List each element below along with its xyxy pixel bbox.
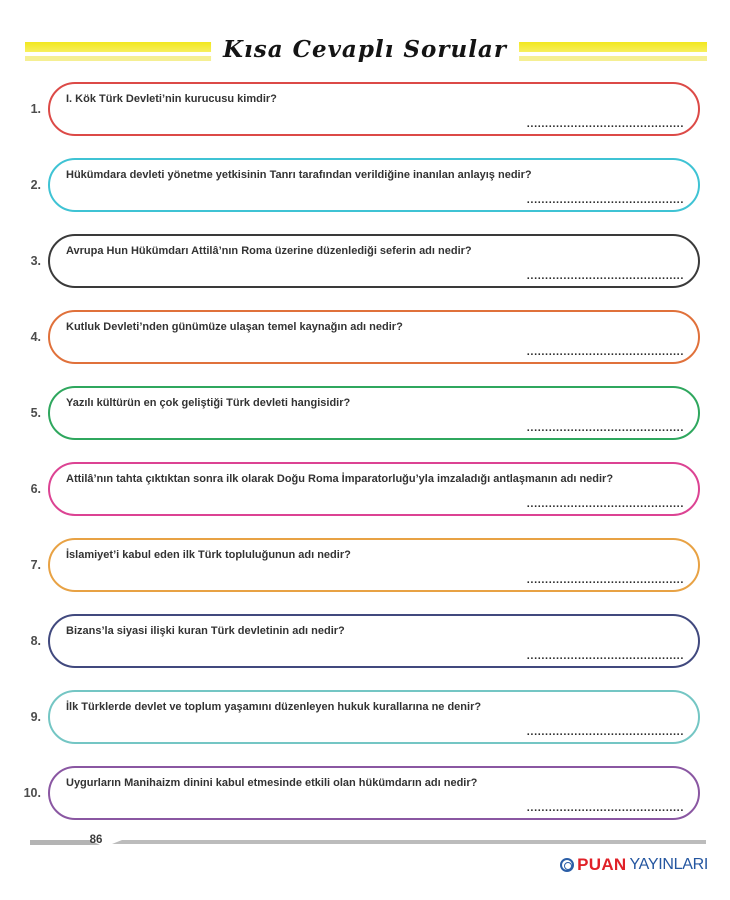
answer-line: ........................................... bbox=[526, 422, 684, 434]
answer-line: ........................................... bbox=[526, 194, 684, 206]
publisher-name-bold: PUAN bbox=[577, 855, 627, 874]
question-number: 5. bbox=[30, 406, 41, 420]
page-number: 86 bbox=[89, 834, 103, 846]
puan-logo-icon bbox=[560, 858, 574, 872]
question-number: 7. bbox=[30, 558, 41, 572]
question-row bbox=[0, 462, 730, 516]
question-box bbox=[48, 386, 700, 440]
question-number: 2. bbox=[30, 178, 41, 192]
footer-bar-right bbox=[112, 840, 706, 844]
question-row bbox=[0, 538, 730, 592]
answer-line: ........................................... bbox=[526, 346, 684, 358]
question-box bbox=[48, 82, 700, 136]
question-text: Attilâ’nın tahta çıktıktan sonra ilk olarak Doğu Roma İmparatorluğu’yla imzaladığı antlaşmanın adı nedir? bbox=[66, 473, 614, 485]
question-box bbox=[48, 234, 700, 288]
answer-line: ........................................... bbox=[526, 118, 684, 130]
question-number: 9. bbox=[30, 710, 41, 724]
answer-line: ........................................... bbox=[526, 498, 684, 510]
question-text: Kutluk Devleti’nden günümüze ulaşan temel kaynağın adı nedir? bbox=[66, 321, 403, 333]
question-text: Avrupa Hun Hükümdarı Attilâ’nın Roma üzerine düzenlediği seferin adı nedir? bbox=[66, 245, 472, 257]
answer-line: ........................................... bbox=[526, 270, 684, 282]
question-text: Bizans’la siyasi ilişki kuran Türk devletinin adı nedir? bbox=[66, 625, 345, 637]
question-row bbox=[0, 158, 730, 212]
question-text: I. Kök Türk Devleti’nin kurucusu kimdir? bbox=[66, 93, 277, 105]
question-number: 4. bbox=[30, 330, 41, 344]
answer-line: ........................................... bbox=[526, 802, 684, 814]
publisher-logo bbox=[560, 855, 708, 875]
question-row bbox=[0, 766, 730, 820]
question-number: 10. bbox=[23, 786, 41, 800]
question-box bbox=[48, 310, 700, 364]
question-box bbox=[48, 158, 700, 212]
answer-line: ........................................... bbox=[526, 726, 684, 738]
question-row bbox=[0, 82, 730, 136]
question-row bbox=[0, 310, 730, 364]
publisher-name-light: YAYINLARI bbox=[629, 856, 708, 873]
answer-line: ........................................... bbox=[526, 574, 684, 586]
question-number: 3. bbox=[30, 254, 41, 268]
question-row bbox=[0, 614, 730, 668]
question-row bbox=[0, 234, 730, 288]
question-text: İslamiyet’i kabul eden ilk Türk topluluğunun adı nedir? bbox=[66, 549, 351, 561]
question-text: Hükümdara devleti yönetme yetkisinin Tanrı tarafından verildiğine inanılan anlayış nedir? bbox=[66, 169, 532, 181]
question-box bbox=[48, 690, 700, 744]
question-number: 1. bbox=[30, 102, 41, 116]
question-box bbox=[48, 462, 700, 516]
question-number: 6. bbox=[30, 482, 41, 496]
question-text: Uygurların Manihaizm dinini kabul etmesinde etkili olan hükümdarın adı nedir? bbox=[66, 777, 478, 789]
question-box bbox=[48, 614, 700, 668]
question-text: Yazılı kültürün en çok geliştiği Türk devleti hangisidir? bbox=[66, 397, 351, 409]
question-row bbox=[0, 690, 730, 744]
answer-line: ........................................... bbox=[526, 650, 684, 662]
question-box bbox=[48, 538, 700, 592]
question-box bbox=[48, 766, 700, 820]
question-list bbox=[0, 82, 730, 820]
question-row bbox=[0, 386, 730, 440]
page-title: Kısa Cevaplı Sorular bbox=[211, 36, 519, 63]
question-text: İlk Türklerde devlet ve toplum yaşamını düzenleyen hukuk kurallarına ne denir? bbox=[66, 701, 482, 713]
page-header bbox=[0, 0, 730, 78]
question-number: 8. bbox=[30, 634, 41, 648]
